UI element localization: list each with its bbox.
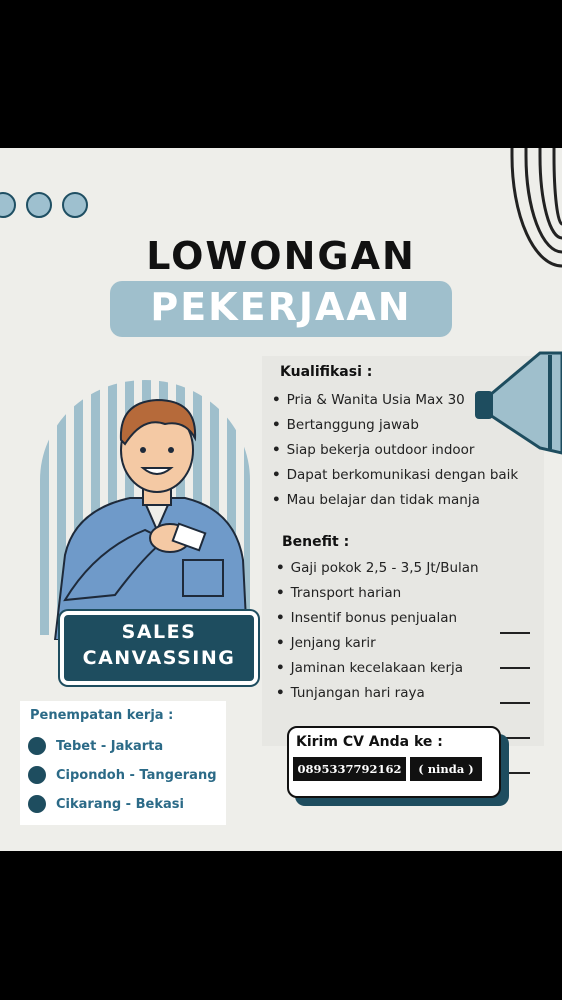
list-item: • Siap bekerja outdoor indoor	[272, 438, 518, 463]
list-item: • Jenjang karir	[276, 631, 479, 656]
bullet-icon	[28, 766, 46, 784]
job-poster	[0, 148, 562, 851]
phone-number: 0895337792162	[293, 757, 406, 781]
contact-heading: Kirim CV Anda ke :	[296, 734, 443, 750]
list-item: • Dapat berkomunikasi dengan baik	[272, 463, 518, 488]
title-line-2: PEKERJAAN	[150, 285, 412, 329]
list-item: • Pria & Wanita Usia Max 30	[272, 388, 518, 413]
badge-line-1: SALES	[121, 621, 197, 643]
list-item: • Tunjangan hari raya	[276, 681, 479, 706]
title-line-1: LOWONGAN	[146, 234, 416, 278]
list-item: • Insentif bonus penjualan	[276, 606, 479, 631]
list-item	[28, 766, 217, 784]
list-item: • Mau belajar dan tidak manja	[272, 488, 518, 513]
list-item: • Gaji pokok 2,5 - 3,5 Jt/Bulan	[276, 556, 479, 581]
placement-label: Cipondoh - Tangerang	[56, 767, 217, 783]
list-item: • Jaminan kecelakaan kerja	[276, 656, 479, 681]
salesman-illustration	[35, 380, 260, 640]
badge-line-2: CANVASSING	[82, 647, 236, 669]
dot-icon	[0, 192, 16, 218]
list-item: • Transport harian	[276, 581, 479, 606]
decorative-dots	[0, 192, 88, 218]
list-item: • Bertanggung jawab	[272, 413, 518, 438]
kualifikasi-list	[272, 388, 518, 513]
list-item	[28, 795, 184, 813]
position-badge	[60, 611, 258, 685]
benefit-heading: Benefit :	[282, 534, 350, 550]
list-item	[28, 737, 163, 755]
placement-heading: Penempatan kerja :	[30, 708, 174, 723]
dot-icon	[62, 192, 88, 218]
benefit-list	[276, 556, 479, 706]
side-dash-lines-decoration	[500, 628, 562, 788]
bullet-icon	[28, 795, 46, 813]
contact-name: ( ninda )	[410, 757, 482, 781]
placement-label: Cikarang - Bekasi	[56, 796, 184, 812]
kualifikasi-heading: Kualifikasi :	[280, 364, 373, 380]
bullet-icon	[28, 737, 46, 755]
placement-label: Tebet - Jakarta	[56, 738, 164, 754]
dot-icon	[26, 192, 52, 218]
